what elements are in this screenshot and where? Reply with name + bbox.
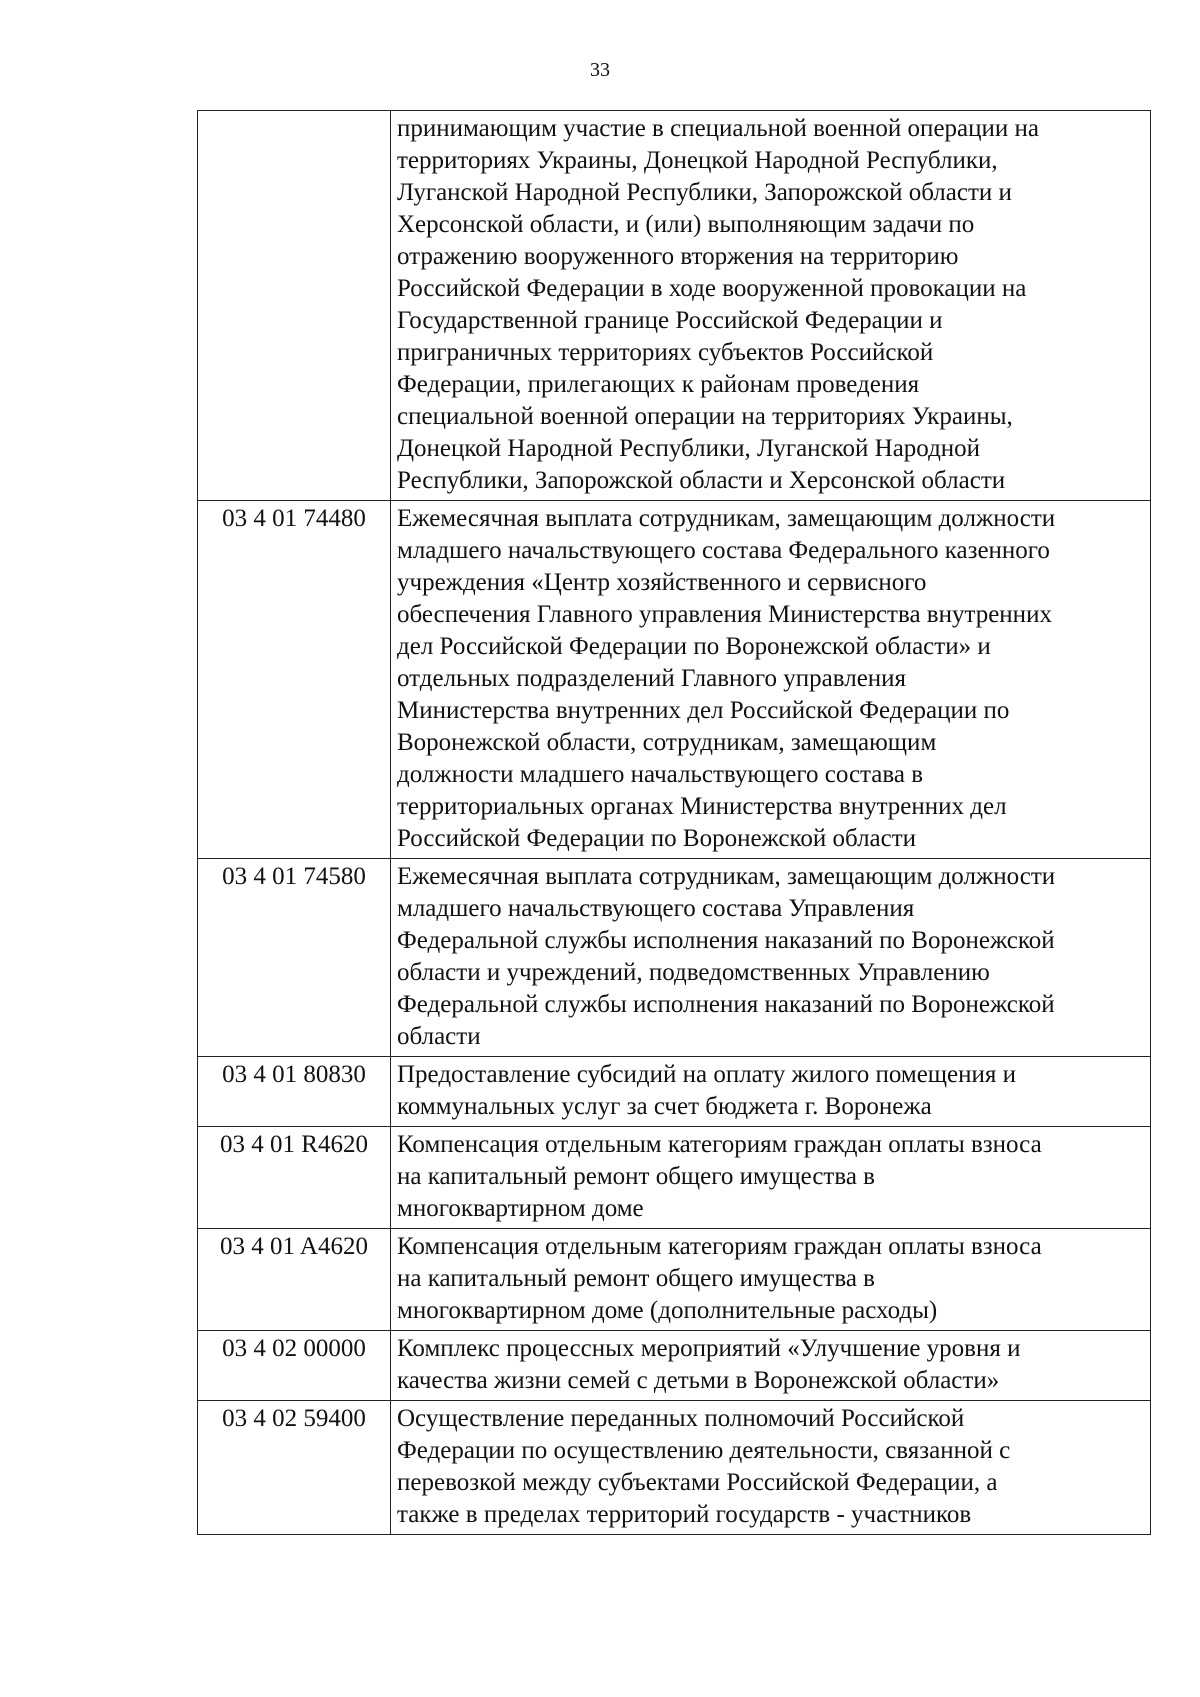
description-line: на капитальный ремонт общего имущества в [397,1265,875,1292]
description-line: территориях Украины, Донецкой Народной Республики, [397,147,998,174]
table-row [198,1127,1151,1229]
description-line: Государственной границе Российской Федерации и [397,307,943,334]
row-code: 03 4 02 59400 [198,1401,391,1535]
table-row [198,859,1151,1057]
row-description [391,1331,1151,1401]
row-description [391,501,1151,859]
description-line: отдельных подразделений Главного управления [397,665,907,692]
description-line: Херсонской области, и (или) выполняющим задачи по [397,211,975,238]
row-code: 03 4 01 74580 [198,859,391,1057]
description-line: принимающим участие в специальной военной операции на [397,115,1039,142]
description-line: на капитальный ремонт общего имущества в [397,1163,875,1190]
row-description [391,1127,1151,1229]
row-description [391,1057,1151,1127]
description-line: Федеральной службы исполнения наказаний по Воронежской [397,927,1055,954]
description-line: Министерства внутренних дел Российской Федерации по [397,697,1010,724]
description-line: территориальных органах Министерства внутренних дел [397,793,1007,820]
description-line: Республики, Запорожской области и Херсонской области [397,467,1006,494]
description-line: Компенсация отдельным категориям граждан оплаты взноса [397,1233,1042,1260]
row-code: 03 4 01 80830 [198,1057,391,1127]
description-line: Российской Федерации по Воронежской области [397,825,917,852]
table-row [198,1057,1151,1127]
description-line: области [397,1023,481,1050]
description-line: Ежемесячная выплата сотрудникам, замещающим должности [397,863,1056,890]
description-line: многоквартирном доме [397,1195,644,1222]
description-line: Луганской Народной Республики, Запорожской области и [397,179,1012,206]
description-line: специальной военной операции на территориях Украины, [397,403,1013,430]
classification-table [197,110,1151,1535]
description-line: Ежемесячная выплата сотрудникам, замещающим должности [397,505,1056,532]
description-line: Предоставление субсидий на оплату жилого помещения и [397,1061,1017,1088]
row-code: 03 4 01 A4620 [198,1229,391,1331]
description-line: коммунальных услуг за счет бюджета г. Воронежа [397,1093,932,1120]
row-code: 03 4 02 00000 [198,1331,391,1401]
description-line: Российской Федерации в ходе вооруженной провокации на [397,275,1027,302]
description-line: многоквартирном доме (дополнительные расходы) [397,1297,938,1324]
description-line: обеспечения Главного управления Министерства внутренних [397,601,1052,628]
description-line: младшего начальствующего состава Управления [397,895,915,922]
description-line: качества жизни семей с детьми в Воронежской области» [397,1367,1000,1394]
description-line: Комплекс процессных мероприятий «Улучшение уровня и [397,1335,1021,1362]
description-line: Воронежской области, сотрудникам, замещающим [397,729,937,756]
description-line: Компенсация отдельным категориям граждан оплаты взноса [397,1131,1042,1158]
row-description [391,1401,1151,1535]
description-line: Федерации, прилегающих к районам проведения [397,371,920,398]
description-line: перевозкой между субъектами Российской Федерации, а [397,1469,998,1496]
description-line: области и учреждений, подведомственных Управлению [397,959,990,986]
row-code [198,111,391,501]
table-row [198,501,1151,859]
description-line: должности младшего начальствующего состава в [397,761,924,788]
table-body [198,111,1151,1535]
page-number: 33 [590,59,610,81]
description-line: учреждения «Центр хозяйственного и сервисного [397,569,927,596]
table-row [198,111,1151,501]
description-line: отражению вооруженного вторжения на территорию [397,243,959,270]
table-row [198,1331,1151,1401]
row-description [391,111,1151,501]
description-line: Донецкой Народной Республики, Луганской Народной [397,435,981,462]
row-code: 03 4 01 R4620 [198,1127,391,1229]
description-line: дел Российской Федерации по Воронежской области» и [397,633,991,660]
table-row [198,1229,1151,1331]
row-description [391,1229,1151,1331]
description-line: также в пределах территорий государств - участников [397,1501,972,1528]
description-line: младшего начальствующего состава Федерального казенного [397,537,1050,564]
description-line: Федерации по осуществлению деятельности, связанной с [397,1437,1011,1464]
description-line: Осуществление переданных полномочий Российской [397,1405,965,1432]
description-line: приграничных территориях субъектов Российской [397,339,934,366]
row-description [391,859,1151,1057]
row-code: 03 4 01 74480 [198,501,391,859]
description-line: Федеральной службы исполнения наказаний по Воронежской [397,991,1055,1018]
table-row [198,1401,1151,1535]
